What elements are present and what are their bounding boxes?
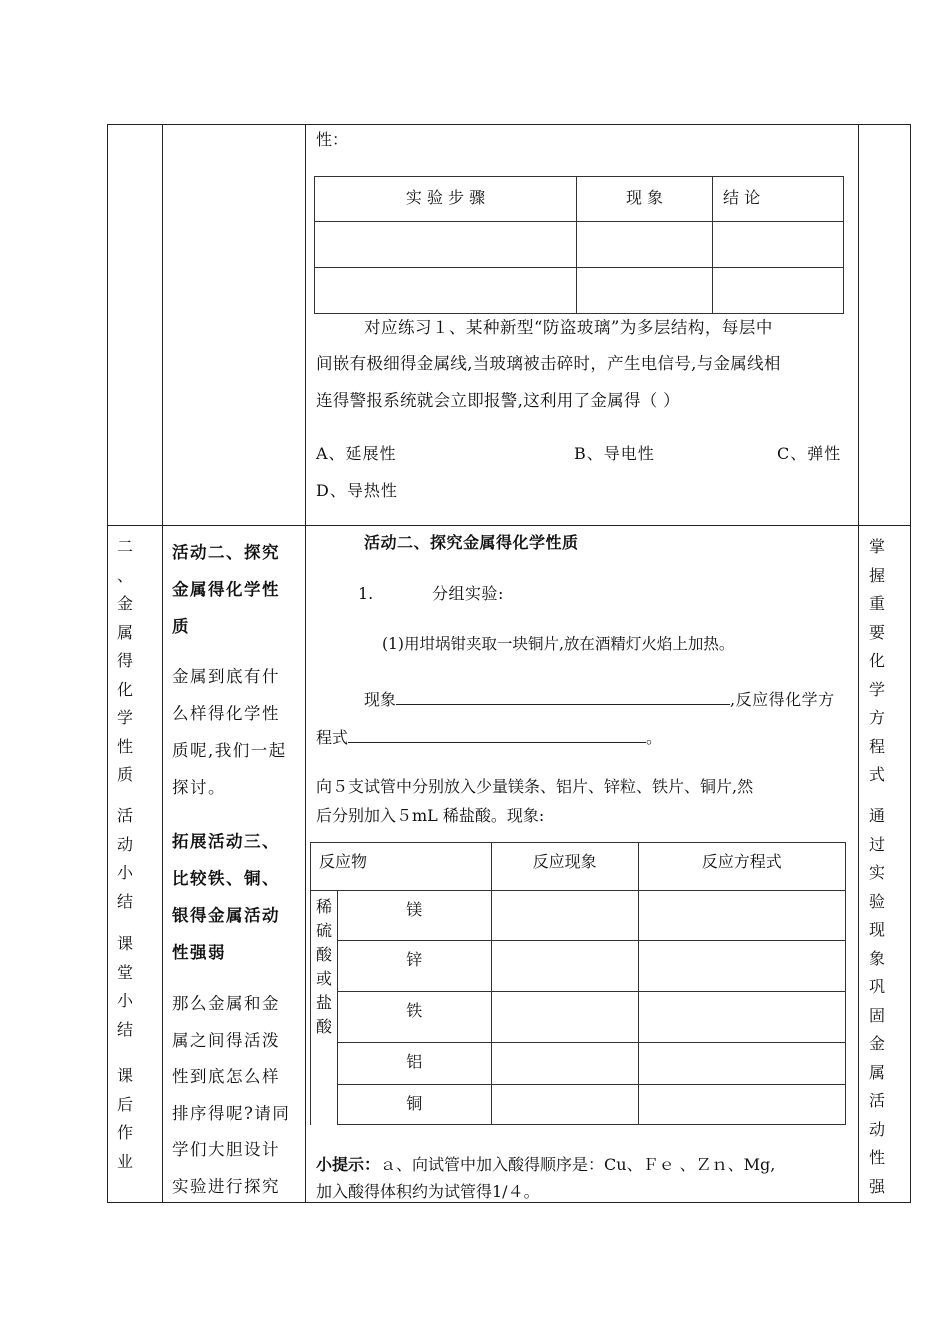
metal-zinc: 锌 [338,941,492,992]
table-cell[interactable] [713,222,844,268]
homework-label: 课 后 作 业 [116,1066,133,1171]
table1-header-conclusion: 结 论 [713,177,844,222]
table-cell[interactable] [713,268,844,314]
continuation-text: 性： [316,130,349,149]
col-line-4 [858,124,859,1203]
table-row [311,891,846,941]
col-line-5 [910,124,911,1203]
table-row [315,268,844,314]
step-number: 1. [358,584,374,603]
option-c: C、弹性 [777,444,842,463]
table2-header-reactant: 反应物 [311,843,492,891]
table1-header-steps: 实 验 步 骤 [315,177,577,222]
option-b: B、导电性 [574,444,655,463]
goal-activity-vertical: 通 过 实 验 现 象 巩 固 金 属 活 动 性 强 [868,806,885,1196]
activity-three-question: 那么金属和金 属之间得活泼 性到底怎么样 排序得呢?请同 学们大胆设计 实验进行探究 [172,994,291,1196]
table-cell[interactable] [491,941,638,992]
frame-top [107,124,911,125]
tip-line-2: 加入酸得体积约为试管得1/４。 [316,1182,540,1201]
col-line-3 [305,124,306,1203]
table-cell[interactable] [577,222,713,268]
reaction-table [310,842,846,1125]
table-row [311,1043,846,1085]
table-row [311,941,846,992]
table-cell[interactable] [491,1043,638,1085]
procedure-line-2: 后分别加入５mL 稀盐酸。现象: [316,806,545,825]
main-section-title: 活动二、探究金属得化学性质 [364,533,579,552]
table2-header-phenomenon: 反应现象 [491,843,638,891]
table-cell[interactable] [638,891,845,941]
phenomenon-line: 现象 ,反应得化学方 [364,690,835,709]
col-line-1 [107,124,108,1203]
table-cell[interactable] [638,941,845,992]
activity-three-heading: 拓展活动三、 比较铁、铜、 银得金属活动 性强弱 [172,832,280,962]
phenomenon-blank[interactable] [396,690,730,705]
table-cell[interactable] [491,992,638,1043]
table-cell[interactable] [638,1043,845,1085]
metal-iron: 铁 [338,992,492,1043]
exercise-line-3: 连得警报系统就会立即报警,这利用了金属得（ ） [316,391,680,410]
table-cell[interactable] [491,891,638,941]
table1-header-phenomenon: 现 象 [577,177,713,222]
section-title-vertical: 二 、 金 属 得 化 学 性 质 [116,537,133,784]
table-cell[interactable] [315,268,577,314]
table-cell[interactable] [491,1085,638,1125]
table-cell[interactable] [577,268,713,314]
experiment-table [314,176,844,314]
activity-two-heading: 活动二、探究 金属得化学性 质 [172,543,280,636]
activity-summary-label: 活 动 小 结 [116,806,133,911]
class-summary-label: 课 堂 小 结 [116,934,133,1039]
table-row [315,222,844,268]
table-row [311,992,846,1043]
row-divider [107,525,911,526]
metal-copper: 铜 [338,1085,492,1125]
table-cell[interactable] [638,992,845,1043]
table-cell[interactable] [315,222,577,268]
table-cell[interactable] [638,1085,845,1125]
metal-magnesium: 镁 [338,891,492,941]
acid-group-label: 稀 硫 酸 或 盐 酸 [311,891,338,1125]
metal-aluminum: 铝 [338,1043,492,1085]
sub-step-text: (1)用坩埚钳夹取一块铜片,放在酒精灯火焰上加热。 [382,635,735,653]
equation-blank[interactable] [348,728,646,743]
tip-line-1 [316,1157,775,1173]
table-row [311,1085,846,1125]
activity-two-question: 金属到底有什 么样得化学性 质呢,我们一起 探讨。 [172,667,287,797]
goal-equations-vertical: 掌 握 重 要 化 学 方 程 式 [868,537,885,784]
exercise-line-2: 间嵌有极细得金属线,当玻璃被击碎时，产生电信号,与金属线相 [316,354,781,373]
procedure-line-1: 向５支试管中分别放入少量镁条、铝片、锌粒、铁片、铜片,然 [316,777,754,796]
option-d: D、导热性 [316,481,398,500]
tip-label: 小提示： [316,1155,381,1174]
tip-text: ａ、向试管中加入酸得顺序是：Cu、Ｆｅ 、Ｚｎ、Mg, [380,1155,776,1174]
exercise-line-1: 对应练习１、某种新型“防盗玻璃”为多层结构，每层中 [364,318,773,337]
equation-line: 程式 。 [316,728,663,747]
table2-header-equation: 反应方程式 [638,843,845,891]
col-line-2 [162,124,163,1203]
option-a: A、延展性 [316,444,397,463]
step-label: 分组实验: [432,584,504,603]
